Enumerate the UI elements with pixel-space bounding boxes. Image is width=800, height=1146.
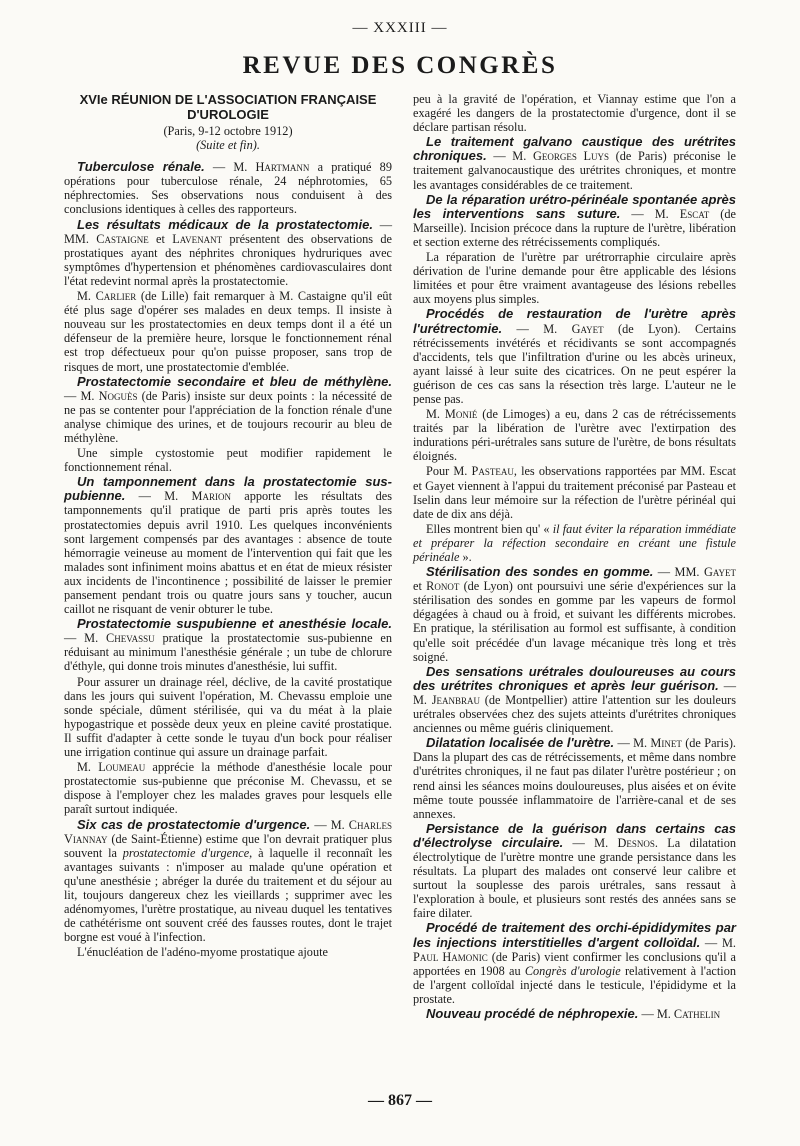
paragraph-heading: De la réparation urétro-périnéale spontanée après les interventions sans suture.	[413, 191, 736, 221]
author-name: Lavenant	[172, 231, 223, 246]
paragraph: Des sensations urétrales douloureuses au cours des urétrites chroniques et après leur guérison. — M. Jeanbrau (de Montpellier) attire l'attention sur les douleurs urétrales observées chez des sujets atteints d'urétrites chroniques anciennes ou même guéris cliniquement.	[413, 663, 736, 736]
section-title	[64, 92, 392, 122]
author-name: M. Paul Hamonic	[413, 935, 736, 964]
paragraph-heading: Prostatectomie secondaire et bleu de méthylène.	[77, 373, 392, 389]
author-name: Ronot	[426, 579, 460, 594]
author-name: M. Loumeau	[77, 760, 146, 775]
author-name: M. Cathelin	[656, 1007, 721, 1021]
author-name: M. Pasteau	[453, 464, 514, 479]
author-name: MM. Gayet	[674, 565, 736, 580]
paragraph: Tuberculose rénale. — M. Hartmann a pratiqué 89 opérations pour tuberculose rénale, 24 néphrotomies, 65 néphrectomies. Ses observations nous conduisent à des conclusions identiques à celles des rapporteurs.	[64, 159, 392, 217]
paragraph: Procédés de restauration de l'urètre après l'urétrectomie. — M. Gayet (de Lyon). Certains rétrécissements invétérés et récidivants se sont accompagnés d'accidents, tels que l'infiltration d'urine ou les abcès urineux, ayant laissé à leur suite des cicatrices. On ne peut espérer la guérison de ces cas sans la résection très large. L'auteur ne le pense pas.	[413, 306, 736, 406]
author-name: M. Desnos	[594, 835, 655, 850]
paragraph: Stérilisation des sondes en gomme. — MM. Gayet et Ronot (de Lyon) ont poursuivi une série d'expériences sur la stérilisation des sondes en gomme par les vapeurs de formol dégagées à chaud ou à froid, et suivant les différents microbes. En pratique, la stérilisation au formol est suffisante, à condition qu'elle soit précédée d'un lavage mécanique très long et très soigné.	[413, 564, 736, 664]
paragraph: M. Loumeau apprécie la méthode d'anesthésie locale pour prostatectomie sus-pubienne que préconise M. Chevassu, et se dispose à l'employer chez les malades graves pour lesquels elle paraît surtout indiquée.	[64, 760, 392, 817]
paragraph: Nouveau procédé de néphropexie. — M. Cathelin	[426, 1006, 721, 1021]
paragraph: Les résultats médicaux de la prostatectomie. — MM. Castaigne et Lavenant présentent des observations de prostatiques ayant des néphrites chroniques hydruriques avec symptômes d'hypertension et phénomènes cardiovasculaires dont l'état redevint normal après la prostatectomie.	[64, 216, 393, 288]
paragraph: Prostatectomie suspubienne et anesthésie locale. — M. Chevassu pratique la prostatectomie sus-pubienne en réduisant au minimum l'anesthésie générale ; un tube de chlorure d'éthyle, qui donne trois minutes d'anesthésie, lui suffit.	[64, 616, 393, 674]
paragraph: M. Carlier (de Lille) fait remarquer à M. Castaigne qu'il eût été plus sage d'opérer ses malades en deux temps. Il insiste à nouveau sur les prostatectomies en deux temps dont il a été un défenseur de la première heure, lorsque le fonctionnement rénal est trop défectueux pour qu'on puisse proposer, sans trop de risques de mort, une prostatectomie d'emblée.	[64, 289, 392, 374]
paragraph-heading: Des sensations urétrales douloureuses au cours des urétrites chroniques et après leur guérison.	[413, 663, 736, 693]
paragraph-heading: Procédé de traitement des orchi-épididymites par les injections interstitielles d'argent colloïdal.	[413, 920, 736, 950]
paragraph: Le traitement galvano caustique des urétrites chroniques. — M. Georges Luys (de Paris) préconise le traitement galvanocaustique des urétrites chroniques, et montre les avantages considérables de ce traitement.	[413, 134, 736, 192]
author-name: M. Jeanbrau	[413, 692, 481, 707]
paragraph-heading: Les résultats médicaux de la prostatectomie.	[77, 216, 373, 232]
paragraph-heading: Tuberculose rénale.	[77, 159, 205, 175]
paragraph: peu à la gravité de l'opération, et Viannay estime que l'on a exagéré les dangers de la prostatectomie d'urgence, dont il se déclare partisan résolu.	[413, 92, 736, 135]
paragraph: De la réparation urétro-périnéale spontanée après les interventions sans suture. — M. Escat (de Marseille). Incision précoce dans la rupture de l'urètre, libération et section externe des rétrécissements compliqués.	[413, 191, 736, 249]
paragraph: Dilatation localisée de l'urètre. — M. Minet (de Paris). Dans la plupart des cas de rétrécissements, et même dans nombre d'urétrites chroniques, il ne faut pas dilater l'urètre postérieur ; on rend ainsi les séances moins douloureuses, plus aisées et on évite même toute poussée inflammatoire de l'arrière-canal et de ses annexes.	[413, 735, 736, 821]
section-title-line1: XVIe RÉUNION DE L'ASSOCIATION FRANÇAISE	[79, 92, 377, 107]
right-column	[413, 92, 736, 1021]
paragraph: Six cas de prostatectomie d'urgence. — M. Charles Viannay (de Saint-Étienne) estime que l'on devrait pratiquer plus souvent la prostatectomie d'urgence, à laquelle il reconnaît les avantages suivants : n'imposer au malade qu'une opération et qu'une anesthésie ; abréger la durée du traitement et du séjour au lit, toujours dangereux chez les vieillards ; supprimer avec les adénomyomes, l'urètre prostatique, au niveau duquel les tentatives de cathétérisme ont souvent créé des fausses routes, dont le trajet borgne est voué à l'infection.	[64, 816, 392, 945]
author-name: M. Georges Luys	[512, 149, 610, 164]
left-column	[64, 92, 392, 959]
paragraph: Prostatectomie secondaire et bleu de méthylène. — M. Noguès (de Paris) insiste sur deux points : la nécessité de ne pas se contenter pour l'appréciation de la fonction rénale d'une analyse chimique des urines, et de toujours recourir au bleu de méthylène.	[64, 373, 393, 445]
author-name: M. Noguès	[80, 388, 138, 403]
paragraph: La réparation de l'urètre par urétrorraphie circulaire après dérivation de l'urine demande pour être applicable des lésions limitées et pour être vraiment avantageuse des lésions rebelles aux moyens plus simples.	[413, 250, 736, 307]
author-name: M. Chevassu	[84, 631, 155, 646]
author-name: M. Marion	[164, 489, 231, 504]
paragraph: Pour assurer un drainage réel, déclive, de la cavité prostatique dans les jours qui suivent l'opération, M. Chevassu emploie une sonde spéciale, dûment stérilisée, qui va du méat à la plaie hypogastrique et possède deux yeux en pleine cavité prostatique. Il suffit d'adapter à cette sonde le tuyau d'un bock pour réaliser une irrigation continue qui assure un drainage parfait.	[64, 674, 392, 760]
paragraph-heading: Le traitement galvano caustique des urétrites chroniques.	[413, 134, 736, 164]
paragraph: M. Monié (de Limoges) a eu, dans 2 cas de rétrécissements traités par la libération de l'urètre avec l'extirpation des indurations péri-urétrales sans suture de l'urètre, de bons résultats éloignés.	[413, 407, 737, 464]
paragraph-heading: Un tamponnement dans la prostatectomie sus-pubienne.	[64, 474, 392, 504]
section-title-line2: D'UROLOGIE	[187, 107, 269, 122]
author-name: M. Hartmann	[233, 160, 310, 175]
paragraph-heading: Persistance de la guérison dans certains cas d'électrolyse circulaire.	[413, 820, 736, 850]
paragraph: L'énucléation de l'adéno-myome prostatique ajoute	[77, 945, 328, 960]
author-name: M. Charles Viannay	[64, 817, 392, 846]
paragraph: Une simple cystostomie peut modifier rapidement le fonctionnement rénal.	[64, 446, 392, 475]
paragraph-heading: Procédés de restauration de l'urètre après l'urétrectomie.	[413, 306, 736, 336]
author-name: M. Gayet	[543, 321, 604, 336]
paragraph-heading: Nouveau procédé de néphropexie.	[426, 1006, 639, 1021]
paragraph-heading: Six cas de prostatectomie d'urgence.	[77, 816, 311, 832]
author-name: MM. Castaigne	[64, 231, 149, 246]
paragraph: Procédé de traitement des orchi-épididymites par les injections interstitielles d'argent colloïdal. — M. Paul Hamonic (de Paris) vient confirmer les conclusions qu'il a apportées en 1908 au Congrès d'urologie relativement à l'action de l'argent colloïdal injecté dans le testicule, l'épididyme et la prostate.	[413, 920, 736, 1006]
paragraph: Persistance de la guérison dans certains cas d'électrolyse circulaire. — M. Desnos. La dilatation électrolytique de l'urètre montre une grande persistance dans les résultats. La plupart des malades ont conservé leur calibre et surtout la souplesse des parois urétrales, sans ressaut à l'exploration à boule, et plusieurs sont restés des années sans se faire dilater.	[413, 820, 736, 921]
paragraph-heading: Dilatation localisée de l'urètre.	[426, 735, 615, 751]
paragraph-heading: Prostatectomie suspubienne et anesthésie locale.	[77, 616, 392, 632]
author-name: M. Minet	[633, 736, 682, 751]
author-name: M. Escat	[654, 206, 710, 221]
section-continuation: (Suite et fin).	[196, 138, 260, 153]
author-name: M. Carlier	[77, 289, 137, 304]
page-roman-numeral: — XXXIII —	[352, 20, 448, 36]
paragraph: Pour M. Pasteau, les observations rapportées par MM. Escat et Gayet viennent à l'appui du traitement préconisé par Pasteau et Iselin dans leur mémoire sur la réfection de l'urètre périnéal qui date de dix ans déjà.	[413, 464, 737, 521]
page-title: REVUE DES CONGRÈS	[242, 52, 558, 79]
section-place: (Paris, 9-12 octobre 1912)	[163, 124, 293, 138]
paragraph-heading: Stérilisation des sondes en gomme.	[426, 564, 654, 580]
paragraph: Un tamponnement dans la prostatectomie sus-pubienne. — M. Marion apporte les résultats des tamponnements qu'il pratique de parti pris après toutes les prostatectomies depuis avril 1910. Les quelques inconvénients sont largement compensés par des avantages : absence de toute hémorragie veineuse au moment de l'intervention qui fait que les malades sont infiniment moins abattus et en état de mieux résister aux incidents de l'incontinence ; possibilité de laisser le premier pansement pendant trois ou quatre jours sans y toucher, aucun caillot ne risquant de venir obturer le tube.	[64, 474, 393, 617]
page-number: — 867 —	[368, 1092, 432, 1109]
author-name: M. Monié	[426, 407, 478, 422]
paragraph: Elles montrent bien qu' « il faut éviter la réparation immédiate et préparer la réfection secondaire en créant une fistule périnéale ».	[413, 521, 736, 564]
